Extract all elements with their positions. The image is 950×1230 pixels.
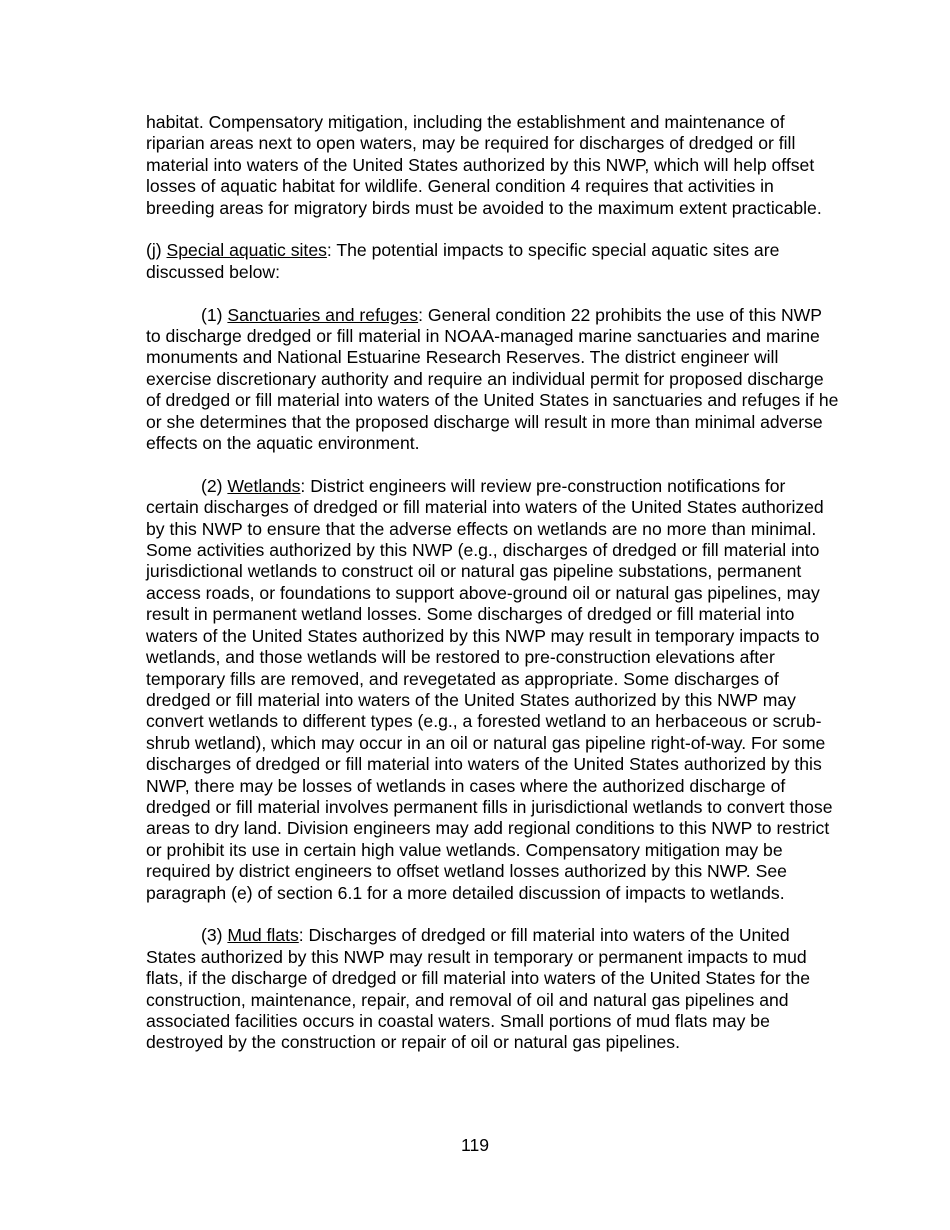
paragraph-habitat (146, 112, 841, 219)
paragraph-prefix: (1) (201, 304, 228, 325)
section-heading-wetlands: Wetlands (227, 475, 301, 496)
paragraph-prefix: (j) (146, 240, 167, 261)
paragraph-sanctuaries (146, 305, 841, 455)
page-number: 119 (460, 1135, 490, 1155)
document-body (146, 112, 841, 1075)
paragraph-text: : General condition 22 prohibits the use of this NWP to discharge dredged or fill material in NOAA-managed marine sanctuaries and marine monuments and National Estuarine Research Reserves. The district engineer will exercise discretionary authority and require an individual permit for proposed discharge of dredged or fill material into waters of the United States in sanctuaries and refuges if he or she determines that the proposed discharge will result in more than minimal adverse effects on the aquatic environment. (146, 304, 839, 454)
paragraph-prefix: (3) (201, 925, 228, 946)
paragraph-prefix: (2) (201, 475, 228, 496)
section-heading-mud-flats: Mud flats (227, 925, 299, 946)
paragraph-text: habitat. Compensatory mitigation, including the establishment and maintenance of riparian areas next to open waters, may be required for discharges of dredged or fill material into waters of the United States authorized by this NWP, which will help offset losses of aquatic habitat for wildlife. General condition 4 requires that activities in breeding areas for migratory birds must be avoided to the maximum extent practicable. (146, 112, 822, 218)
paragraph-mud-flats (146, 925, 841, 1053)
section-heading-special-aquatic-sites: Special aquatic sites (166, 240, 327, 261)
paragraph-special-aquatic-sites (146, 240, 841, 283)
paragraph-text: : District engineers will review pre-construction notifications for certain discharges of dredged or fill material into waters of the United States authorized by this NWP to ensure that the adverse effects on wetlands are no more than minimal. Some activities authorized by this NWP (e.g., discharges of dredged or fill material into jurisdictional wetlands to construct oil or natural gas pipeline substations, permanent access roads, or foundations to support above-ground oil or natural gas pipelines, may result in permanent wetland losses. Some discharges of dredged or fill material into waters of the United States authorized by this NWP may result in temporary impacts to wetlands, and those wetlands will be restored to pre-construction elevations after temporary fills are removed, and revegetated as appropriate. Some discharges of dredged or fill material into waters of the United States authorized by this NWP may convert wetlands to different types (e.g., a forested wetland to an herbaceous or scrub-shrub wetland), which may occur in an oil or natural gas pipeline right-of-way. For some discharges of dredged or fill material into waters of the United States authorized by this NWP, there may be losses of wetlands in cases where the authorized discharge of dredged or fill material involves permanent fills in jurisdictional wetlands to convert those areas to dry land. Division engineers may add regional conditions to this NWP to restrict or prohibit its use in certain high value wetlands. Compensatory mitigation may be required by district engineers to offset wetland losses authorized by this NWP. See paragraph (e) of section 6.1 for a more detailed discussion of impacts to wetlands. (146, 475, 833, 903)
paragraph-wetlands (146, 476, 841, 904)
section-heading-sanctuaries: Sanctuaries and refuges (227, 304, 419, 325)
paragraph-text: : The potential impacts to specific special aquatic sites are discussed below: (146, 240, 780, 282)
paragraph-text: : Discharges of dredged or fill material into waters of the United States authorized by this NWP may result in temporary or permanent impacts to mud flats, if the discharge of dredged or fill material into waters of the United States for the construction, maintenance, repair, and removal of oil and natural gas pipelines and associated facilities occurs in coastal waters. Small portions of mud flats may be destroyed by the construction or repair of oil or natural gas pipelines. (146, 925, 811, 1053)
